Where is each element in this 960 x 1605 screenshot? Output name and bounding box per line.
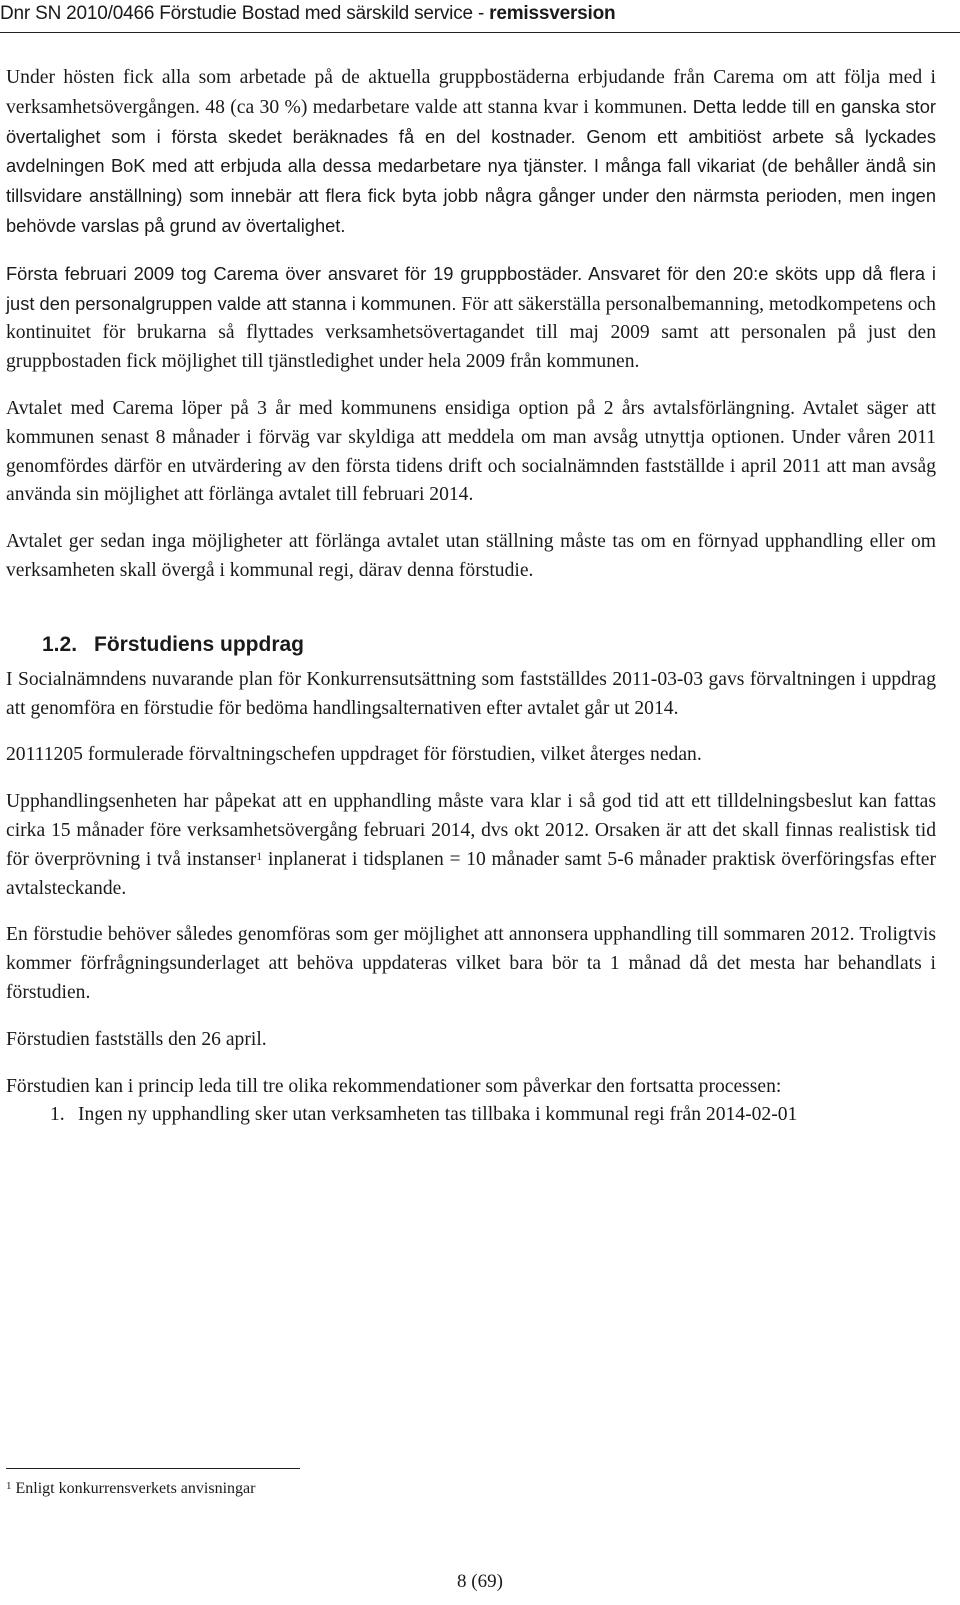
page-header [0, 0, 960, 28]
document-body [6, 64, 936, 1130]
footnote-rule [6, 1468, 300, 1469]
header-rule [0, 32, 960, 33]
recommendation-list [6, 1101, 936, 1130]
paragraph: Under hösten fick alla som arbetade på de aktuella gruppbostäderna erbjudande från Carema om att följa med i verksamhetsövergången. 48 (ca 30 %) medarbetare valde att stanna kvar i kommunen. Detta ledde till en ganska stor övertalighet som i första skedet beräknades få en del kostnader. Genom ett ambitiöst arbete så lyckades avdelningen BoK med att erbjuda alla dessa medarbetare nya tjänster. I många fall vikariat (de behåller ändå sin tillsvidare anställning) som innebär att flera fick byta jobb några gånger under den närmsta perioden, men ingen behövde varslas på grund av övertalighet. [6, 67, 936, 236]
paragraph: I Socialnämndens nuvarande plan för Konkurrensutsättning som fastställdes 2011-03-03 gavs förvaltningen i uppdrag att genomföra en förstudie för bedöma handlingsalternativen efter avtalet går ut 2014. [6, 668, 936, 719]
section-heading [6, 630, 936, 660]
page-number: 8 (69) [457, 1571, 503, 1592]
footnote: $^1$ Enligt konkurrensverkets anvisningar [6, 1480, 256, 1497]
paragraph: En förstudie behöver således genomföras som ger möjlighet att annonsera upphandling till sommaren 2012. Troligtvis kommer förfrågningsunderlaget att behöva uppdateras vilket bara bör ta 1 månad då det mesta har behandlats i förstudien. [6, 924, 936, 1003]
footnote-ref[interactable]: 1 [256, 848, 263, 863]
section-title: Förstudiens uppdrag [94, 632, 304, 656]
list-item: 1. Ingen ny upphandling sker utan verksamheten tas tillbaka i kommunal regi från 2014-02-01 [50, 1104, 798, 1126]
header-title: Dnr SN 2010/0466 Förstudie Bostad med särskild service - [0, 3, 490, 24]
paragraph: Avtalet med Carema löper på 3 år med kommunens ensidiga option på 2 års avtalsförlängning. Avtalet säger att kommunen senast 8 månader i förväg var skyldiga att meddela om man avsåg utnyttja optionen. Under våren 2011 genomfördes därför en utvärdering av den första tidens drift och socialnämnden fastställde i april 2011 att man avsåg använda sin möjlighet att förlänga avtalet till februari 2014. [6, 397, 936, 506]
paragraph: Avtalet ger sedan inga möjligheter att förlänga avtalet utan ställning måste tas om en förnyad upphandling eller om verksamheten skall övergå i kommunal regi, därav denna förstudie. [6, 531, 936, 581]
section-number: 1.2. [42, 632, 78, 656]
paragraph: Första februari 2009 tog Carema över ansvaret för 19 gruppbostäder. Ansvaret för den 20:e sköts upp då flera i just den personalgruppen valde att stanna i kommunen. För att säkerställa personalbemanning, metodkompetens och kontinuitet för brukarna så flyttades verksamhetsövertagandet till maj 2009 samt att personalen på just den gruppbostaden fick möjlighet till tjänstledighet under hela 2009 från kommunen. [6, 262, 936, 373]
paragraph: Upphandlingsenheten har påpekat att en upphandling måste vara klar i så god tid att ett tilldelningsbeslut kan fattas cirka 15 månader före verksamhetsövergång februari 2014, dvs okt 2012. Orsaken är att det skall finnas realistisk tid för överprövning i två instanser$^1$ inplanerat i tidsplanen = 10 månader samt 5-6 månader praktisk överföringsfas efter avtalsteckande. [6, 791, 936, 899]
header-status: remissversion [489, 3, 616, 24]
paragraph: Förstudien fastställs den 26 april. [6, 1028, 267, 1050]
paragraph: Förstudien kan i princip leda till tre olika rekommendationer som påverkar den fortsatta processen: [6, 1075, 782, 1097]
paragraph: 20111205 formulerade förvaltningschefen uppdraget för förstudien, vilket återges nedan. [6, 744, 702, 766]
